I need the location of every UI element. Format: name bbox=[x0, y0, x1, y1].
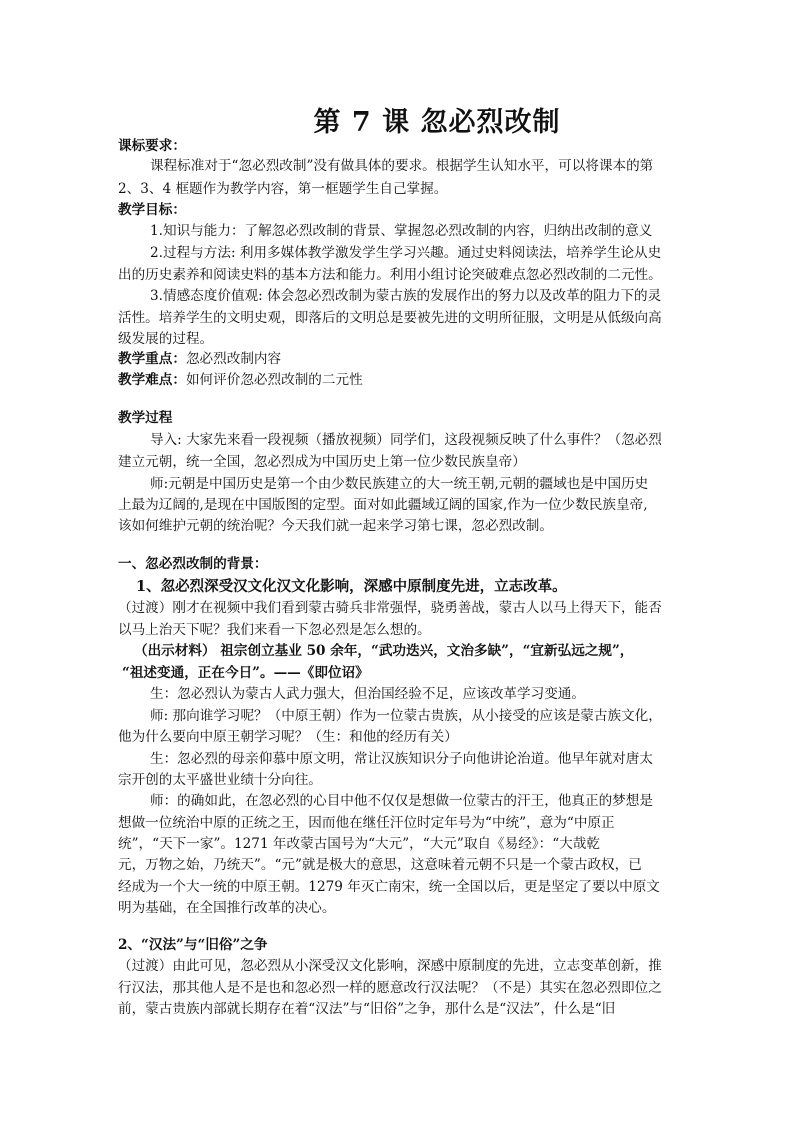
source-material-line: “祖述变通，正在今日”。——《即位诏》 bbox=[122, 665, 369, 681]
process-heading: 教学过程 bbox=[118, 410, 173, 426]
paragraph-line: 想做一位统治中原的正统之王，因而他在继任汗位时定年号为“中统”，意为“中原正 bbox=[118, 815, 615, 831]
paragraph-line: 生：忽必烈的母亲仰慕中原文明，常让汉族知识分子向他讲论治道。他早年就对唐太 bbox=[150, 751, 653, 767]
paragraph-line: 统”，“天下一家”。1271 年改蒙古国号为“大元”，“大元”取自《易经》：“大哉乾 bbox=[118, 836, 600, 852]
paragraph-line: 师：的确如此，在忽必烈的心目中他不仅仅是想做一位蒙古的汗王，他真正的梦想是 bbox=[150, 793, 653, 809]
paragraph-line: 3.情感态度价值观: 体会忽必烈改制为蒙古族的发展作出的努力以及改革的阻力下的灵 bbox=[150, 288, 662, 304]
paragraph-line: 该如何维护元朝的统治呢？今天我们就一起来学习第七课，忽必烈改制。 bbox=[118, 518, 553, 534]
paragraph-line: 师: 那向谁学习呢？（中原王朝）作为一位蒙古贵族，从小接受的应该是蒙古族文化， bbox=[150, 708, 662, 724]
paragraph-line: （过渡）刚才在视频中我们看到蒙古骑兵非常强悍，骁勇善战，蒙古人以马上得天下，能否 bbox=[118, 600, 662, 616]
key-point-text: 忽必烈改制内容 bbox=[185, 351, 282, 367]
paragraph-line: 元，万物之始，乃统天”。“元”就是极大的意思，这意味着元朝不只是一个蒙古政权，已 bbox=[118, 857, 642, 873]
paragraph-line: 导入: 大家先来看一段视频（播放视频）同学们，这段视频反映了什么事件？（忽必烈 bbox=[150, 432, 662, 448]
difficulty-text: 如何评价忽必烈改制的二元性 bbox=[185, 372, 363, 388]
paragraph-line: 生：忽必烈认为蒙古人武力强大，但治国经验不足，应该改革学习变通。 bbox=[150, 686, 585, 702]
key-point-label: 教学重点： bbox=[118, 351, 186, 367]
paragraph-line: 上最为辽阔的,是现在中国版图的定型。面对如此疆域辽阔的国家,作为一位少数民族皇帝, bbox=[118, 497, 648, 513]
course-standard-heading: 课标要求： bbox=[118, 138, 186, 154]
difficulty-line bbox=[118, 372, 690, 389]
paragraph-line: 经成为一个大一统的中原王朝。1279 年灭亡南宋，统一全国以后，更是坚定了要以中原文 bbox=[118, 879, 660, 895]
paragraph-line: 1.知识与能力：了解忽必烈改制的背景、掌握忽必烈改制的内容，归纳出改制的意义 bbox=[150, 223, 653, 239]
paragraph-line: 出的历史素养和阅读史料的基本方法和能力。利用小组讨论突破难点忽必烈改制的二元性。 bbox=[118, 267, 662, 283]
paragraph-line: 宗开创的太平盛世业绩十分向往。 bbox=[118, 772, 322, 788]
paragraph-line: 建立元朝，统一全国，忽必烈成为中国历史上第一位少数民族皇帝） bbox=[118, 454, 526, 470]
page-title: 第 7 课 忽必烈改制 bbox=[313, 107, 561, 138]
paragraph-line: 明为基础，在全国推行改革的决心。 bbox=[118, 900, 336, 916]
key-point-line bbox=[118, 351, 690, 368]
source-material-line: （出示材料） 祖宗创立基业 50 余年，“武功迭兴，文治多缺”，“宜新弘远之规”， bbox=[134, 643, 634, 659]
paragraph-line: 2、3、4 框题作为教学内容，第一框题学生自己掌握。 bbox=[118, 181, 448, 197]
paragraph-line: 2.过程与方法: 利用多媒体教学激发学生学习兴趣。通过史料阅读法，培养学生论从史 bbox=[150, 245, 662, 261]
paragraph-line: （过渡）由此可见，忽必烈从小深受汉文化影响，深感中原制度的先进，立志变革创新，推 bbox=[118, 958, 662, 974]
paragraph-line: 他为什么要向中原王朝学习呢？（生：和他的经历有关） bbox=[118, 729, 458, 745]
section1-subheading: 1、忽必烈深受汉文化汉文化影响，深感中原制度先进，立志改革。 bbox=[136, 578, 567, 595]
paragraph-line: 行汉法，那其他人是不是也和忽必烈一样的愿意改行汉法呢？（不是）其实在忽必烈即位之 bbox=[118, 980, 662, 996]
goals-heading: 教学目标： bbox=[118, 202, 186, 218]
paragraph-line: 以马上治天下呢？我们来看一下忽必烈是怎么想的。 bbox=[118, 622, 431, 638]
section2-heading: 2、“汉法”与“旧俗”之争 bbox=[118, 937, 268, 953]
paragraph-line: 级发展的过程。 bbox=[118, 331, 214, 347]
paragraph-line: 课程标准对于“忽必烈改制”没有做具体的要求。根据学生认知水平，可以将课本的第 bbox=[150, 158, 654, 174]
paragraph-line: 师:元朝是中国历史是第一个由少数民族建立的大一统王朝,元朝的疆域也是中国历史 bbox=[150, 476, 649, 492]
paragraph-line: 活性。培养学生的文明史观，即落后的文明总是要被先进的文明所征服，文明是从低级向高 bbox=[118, 310, 662, 326]
paragraph-line: 前，蒙古贵族内部就长期存在着“汉法”与“旧俗”之争，那什么是“汉法”，什么是“旧 bbox=[118, 1001, 616, 1017]
section1-heading: 一、忽必烈改制的背景： bbox=[118, 556, 268, 572]
difficulty-label: 教学难点： bbox=[118, 372, 186, 388]
